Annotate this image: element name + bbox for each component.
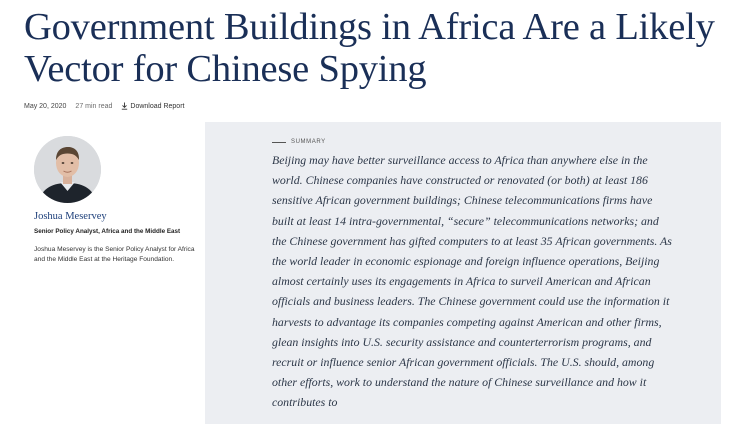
read-time: 27 min read bbox=[75, 102, 113, 110]
author-title: Senior Policy Analyst, Africa and the Middle East bbox=[34, 228, 181, 235]
download-label: Download Report bbox=[130, 102, 185, 110]
summary-rule bbox=[272, 142, 286, 143]
page-title: Government Buildings in Africa Are a Likely Vector for Chinese Spying bbox=[24, 6, 715, 90]
summary-label: SUMMARY bbox=[291, 139, 326, 145]
summary-heading bbox=[272, 139, 326, 145]
download-report-link[interactable] bbox=[121, 102, 184, 110]
article-meta bbox=[24, 102, 184, 110]
summary-text: Beijing may have better surveillance access to Africa than anywhere else in the world. Chinese companies have constructed or renovated (or both) at least 186 sensitive African government buildings; Chinese telecommunications firms have built at least 14 intra-governmental, “secure” telecommunications networks; and the Chinese government has gifted computers to at least 35 African governments. As the world leader in economic espionage and foreign influence operations, Beijing almost certainly uses its engagements in Africa to surveil American and African officials and business leaders. The Chinese government could use the information it harvests to advantage its companies competing against American and other firms, glean insights into U.S. security assistance and counterterrorism programs, and recruit or influence senior African government officials. The U.S. should, among other efforts, work to understand the nature of Chinese surveillance and how it contributes to bbox=[272, 153, 672, 410]
author-avatar[interactable] bbox=[34, 136, 101, 203]
publish-date: May 20, 2020 bbox=[24, 102, 67, 110]
author-name-link[interactable]: Joshua Meservey bbox=[34, 211, 107, 222]
author-bio: Joshua Meservey is the Senior Policy Analyst for Africa and the Middle East at the Heritage Foundation. bbox=[34, 246, 195, 263]
download-icon bbox=[121, 102, 128, 110]
author-card bbox=[24, 128, 205, 292]
